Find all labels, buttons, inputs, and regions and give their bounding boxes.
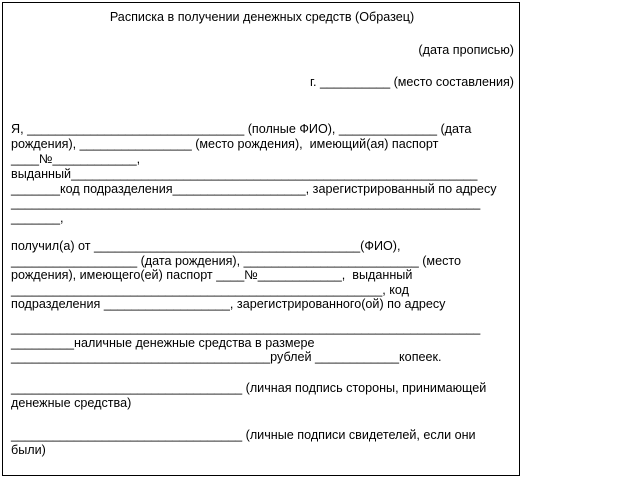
place-of-drafting-line: г. __________ (место составления) <box>309 75 514 89</box>
body-line: _________наличные денежные средства в размере <box>11 336 315 350</box>
body-line: _____________________________________рублей ____________копеек. <box>11 350 442 364</box>
body-line: _____________________________________________________, код <box>11 283 409 297</box>
date-in-words-line: (дата прописью) <box>418 43 514 57</box>
body-line: денежные средства) <box>11 396 132 410</box>
body-line: ____№____________, <box>11 152 141 166</box>
body-line: рождения), ________________ (место рождения), имеющий(ая) паспорт <box>11 137 439 151</box>
body-line: ___________________________________________________________________ <box>11 321 481 335</box>
body-line: были) <box>11 443 46 457</box>
body-line: __________________ (дата рождения), _________________________ (место <box>11 254 461 268</box>
body-line: выданный__________________________________________________________ <box>11 167 478 181</box>
body-line: _______, <box>11 211 64 225</box>
signature-line-witnesses: _________________________________ (личные подписи свидетелей, если они <box>11 428 476 442</box>
body-line: рождения), имеющего(ей) паспорт ____№____________, выданный <box>11 268 413 282</box>
body-line: получил(а) от ______________________________________(ФИО), <box>11 239 401 253</box>
body-line: _______код подразделения___________________, зарегистрированный по адресу <box>11 182 497 196</box>
receipt-document <box>2 2 520 476</box>
body-line: ___________________________________________________________________ <box>11 196 481 210</box>
document-title: Расписка в получении денежных средств (Образец) <box>109 10 415 24</box>
body-line: Я, _______________________________ (полные ФИО), ______________ (дата <box>11 122 472 136</box>
body-line: подразделения __________________, зарегистрированного(ой) по адресу <box>11 297 446 311</box>
signature-line-recipient: _________________________________ (личная подпись стороны, принимающей <box>11 381 487 395</box>
